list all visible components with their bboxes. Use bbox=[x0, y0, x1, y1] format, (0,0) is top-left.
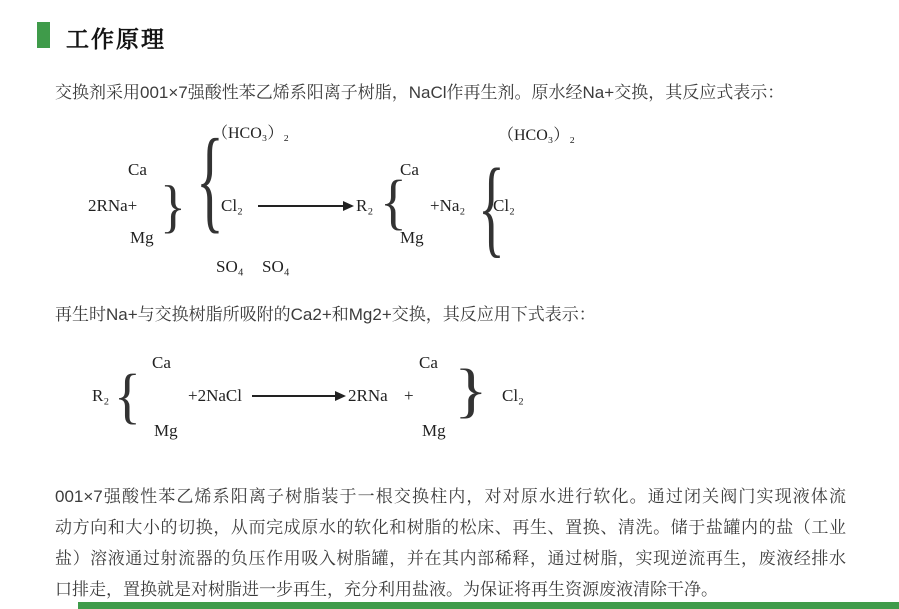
eq1-anion-so4-left: SO₄ bbox=[216, 257, 244, 276]
eq1-product-resin: R₂ bbox=[356, 196, 374, 215]
eq1-product-cation-bottom: Mg bbox=[400, 228, 424, 247]
brace-close bbox=[160, 177, 186, 235]
eq1-plus-sodium: +Na₂ bbox=[430, 196, 466, 215]
intro-paragraph: 交换剂采用001×7强酸性苯乙烯系阳离子树脂，NaCl作再生剂。原水经Na+交换，其反应式表示： bbox=[55, 83, 785, 102]
eq1-anion-so4-right: SO₄ bbox=[262, 257, 290, 276]
section-bullet-marker bbox=[37, 22, 50, 48]
description-line: 001×7强酸性苯乙烯系阳离子树脂装于一根交换柱内，对对原水进行软化。通过闭关阀门实现液体流 bbox=[55, 487, 846, 506]
eq2-cation-top: Ca bbox=[152, 353, 171, 372]
eq1-anion-top: （HCO₃）₂ bbox=[212, 125, 289, 142]
reaction-arrow bbox=[258, 205, 352, 207]
eq1-product-anion-top: （HCO₃）₂ bbox=[498, 127, 575, 144]
description-line: 动方向和大小的切换，从而完成原水的软化和树脂的松床、再生、置换、清洗。储于盐罐内的盐（工业 bbox=[55, 518, 846, 537]
eq2-cation-bottom: Mg bbox=[154, 421, 178, 440]
eq1-product-anion-middle: Cl₂ bbox=[493, 196, 515, 215]
eq2-product: 2RNa bbox=[348, 386, 388, 405]
regeneration-paragraph: 再生时Na+与交换树脂所吸附的Ca2+和Mg2+交换，其反应用下式表示： bbox=[55, 305, 596, 324]
eq2-plus: + bbox=[404, 386, 414, 405]
eq2-reagent: +2NaCl bbox=[188, 386, 242, 405]
eq1-cation-top: Ca bbox=[128, 160, 147, 179]
description-paragraph bbox=[55, 481, 846, 605]
eq1-reactant: 2RNa+ bbox=[88, 196, 138, 215]
eq1-anion-middle: Cl₂ bbox=[221, 196, 243, 215]
eq1-product-cation-top: Ca bbox=[400, 160, 419, 179]
section-title: 工作原理 bbox=[66, 26, 166, 52]
description-line: 口排走，置换就是对树脂进一步再生，充分利用盐液。为保证将再生资源废液清除干净。 bbox=[55, 580, 718, 599]
brace-open bbox=[114, 366, 141, 428]
eq2-resin: R₂ bbox=[92, 386, 110, 405]
description-line: 盐）溶液通过射流器的负压作用吸入树脂罐，并在其内部稀释，通过树脂，实现逆流再生，废液经排水 bbox=[55, 549, 846, 568]
next-section-divider bbox=[78, 602, 899, 609]
eq2-product-cation-bottom: Mg bbox=[422, 421, 446, 440]
brace-close bbox=[454, 360, 488, 420]
brace-open bbox=[380, 172, 407, 234]
eq2-product-salt: Cl₂ bbox=[502, 386, 524, 405]
eq1-cation-bottom: Mg bbox=[130, 228, 154, 247]
reaction-arrow bbox=[252, 395, 344, 397]
eq2-product-cation-top: Ca bbox=[419, 353, 438, 372]
